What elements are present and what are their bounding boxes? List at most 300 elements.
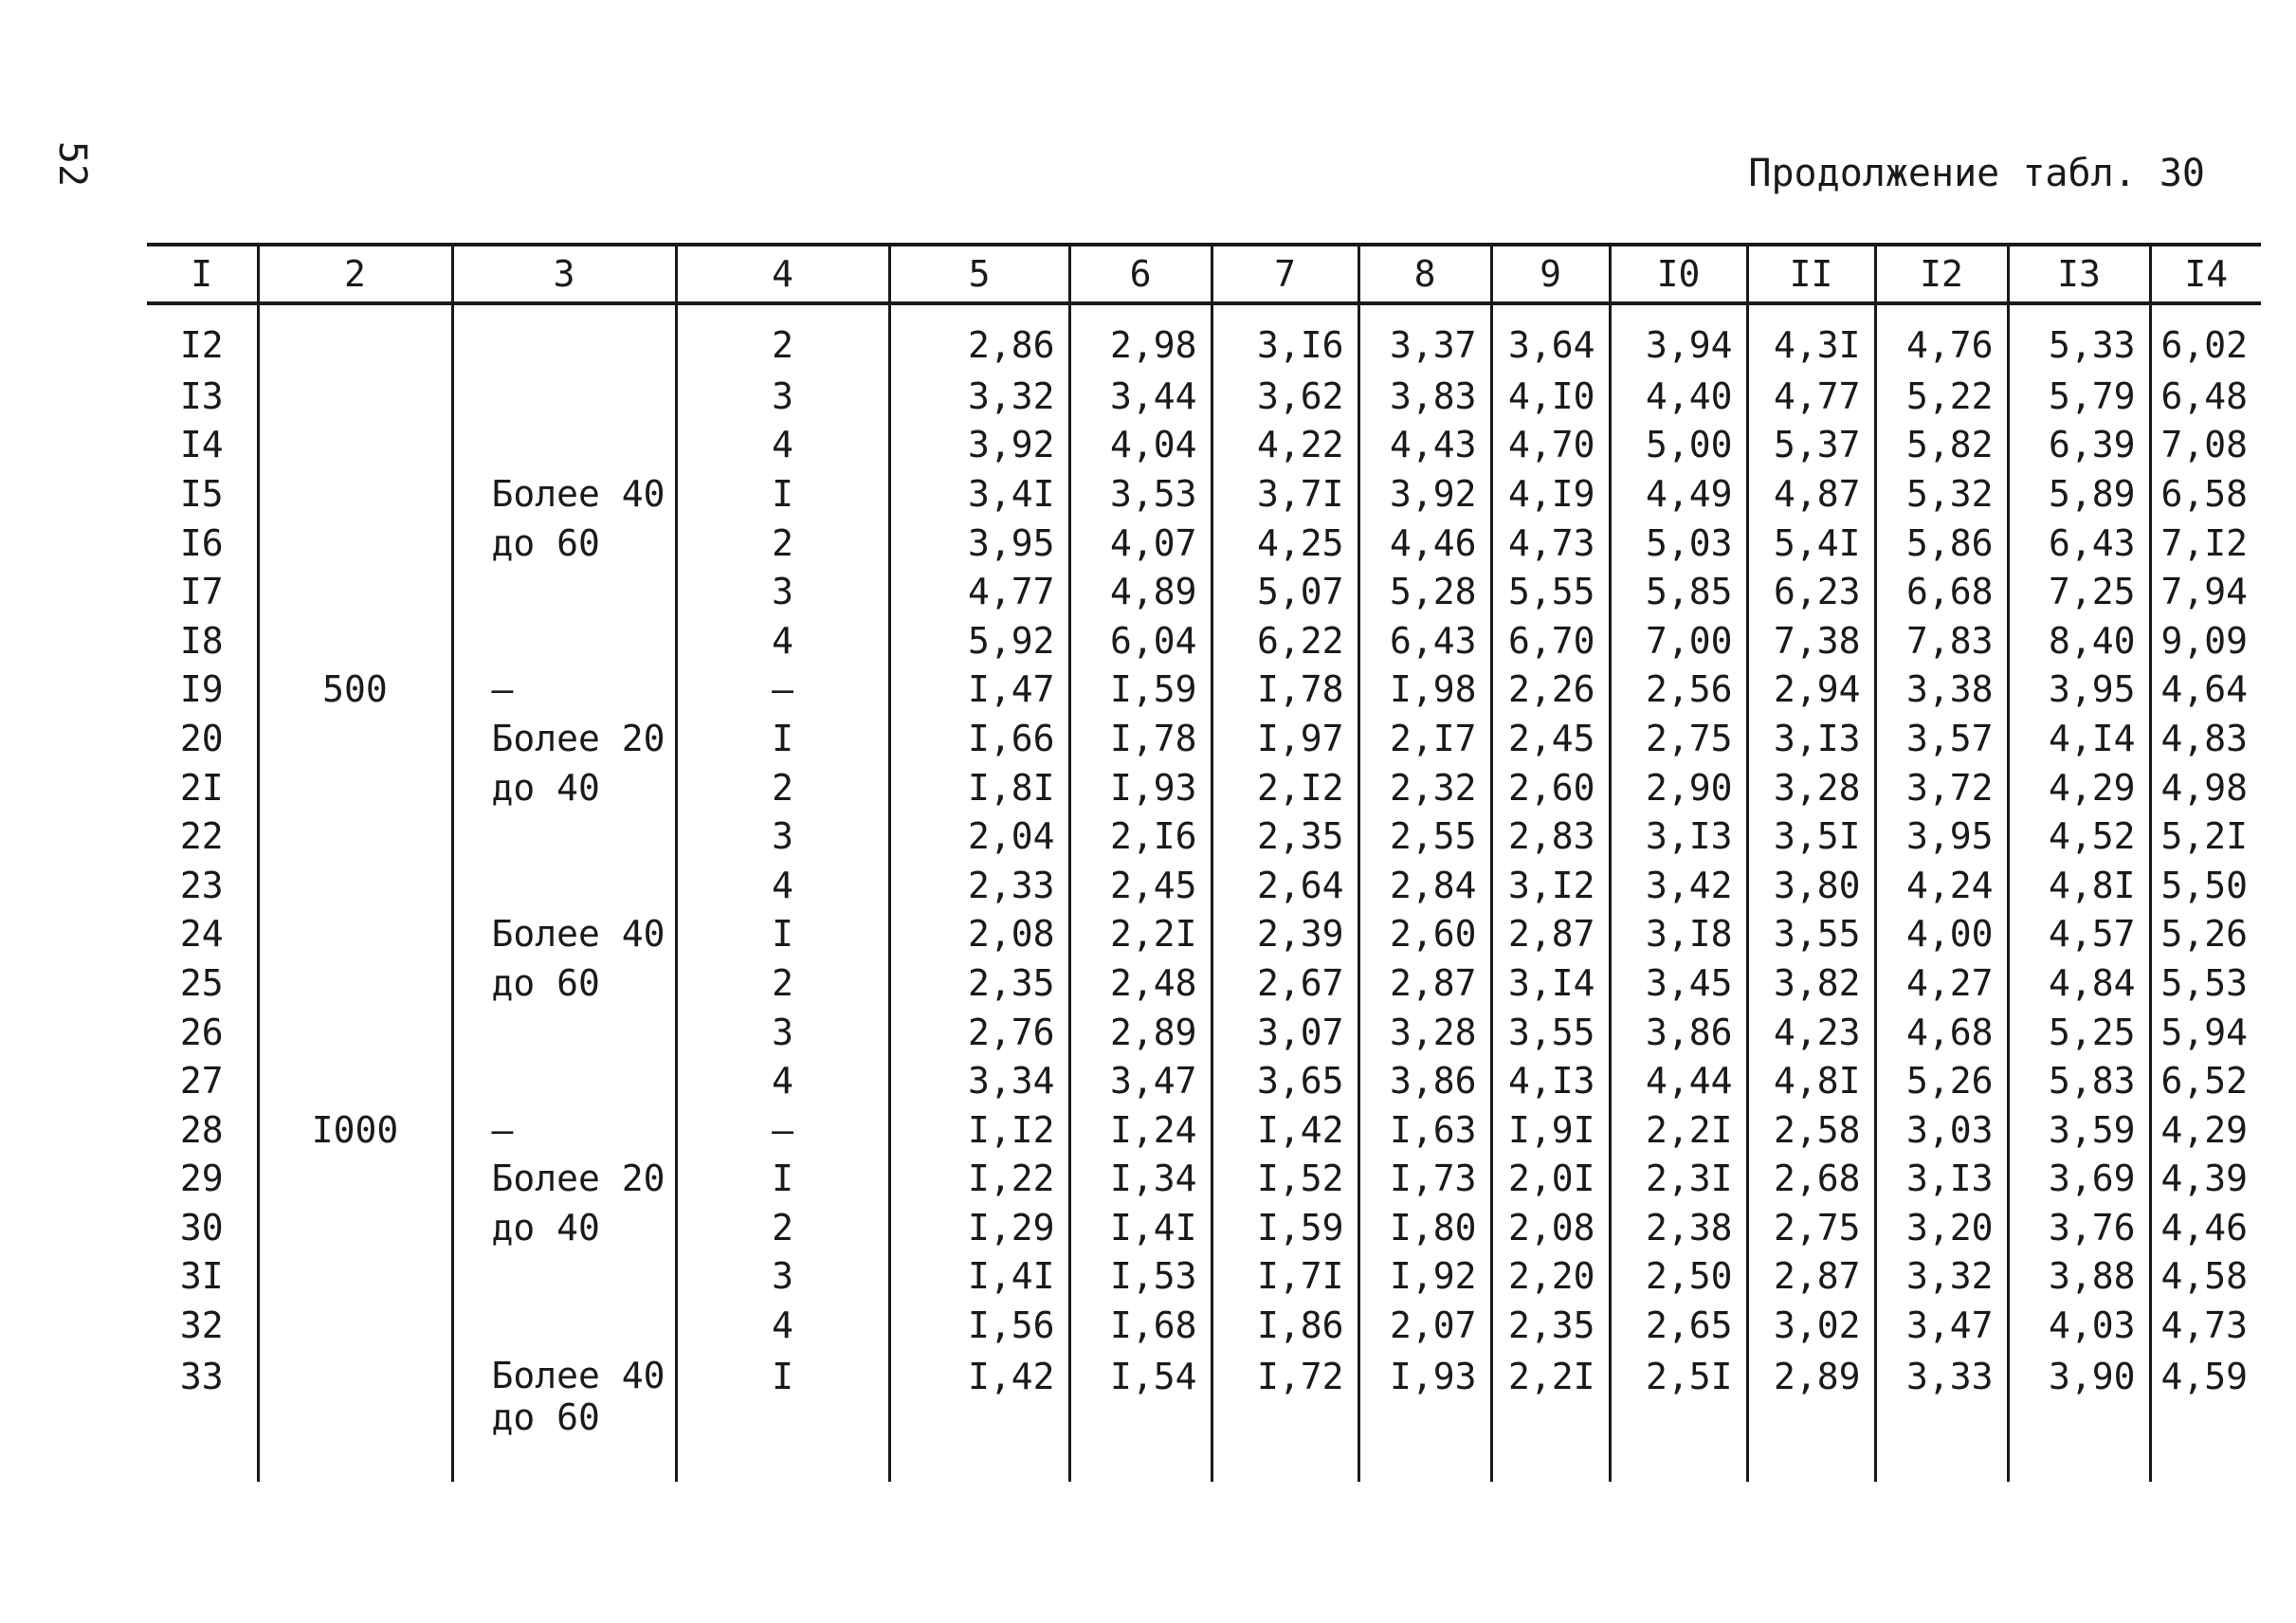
- table-cell: 6,70: [1491, 616, 1610, 666]
- table-cell: 4: [676, 861, 889, 910]
- table-cell: 32: [179, 1304, 224, 1347]
- data-table: [147, 243, 2261, 1482]
- column-header-7: 7: [1212, 245, 1358, 303]
- table-cell: 23: [179, 864, 224, 906]
- table-cell: 2,75: [1747, 1203, 1875, 1252]
- table-cell: 4,8I: [1747, 1056, 1875, 1105]
- table-cell: 3: [676, 1252, 889, 1302]
- table-cell: 3,90: [2008, 1350, 2150, 1482]
- table-cell: 2,76: [889, 1008, 1069, 1057]
- table-cell: –: [452, 1105, 676, 1155]
- table-cell: 4,77: [1747, 372, 1875, 421]
- table-cell: 2,75: [1610, 714, 1747, 763]
- table-cell: 2,35: [1491, 1301, 1610, 1350]
- table-cell: [258, 812, 452, 861]
- table-cell: 6,43: [1358, 616, 1491, 666]
- table-cell: I4: [179, 424, 224, 466]
- table-cell: 4,98: [2150, 763, 2261, 812]
- table-row: [147, 1252, 2261, 1302]
- table-row: [147, 861, 2261, 910]
- table-cell: 5,25: [2008, 1008, 2150, 1057]
- table-caption: Продолжение табл. 30: [1748, 152, 2205, 195]
- table-cell: 3: [676, 372, 889, 421]
- table-cell: I,98: [1358, 666, 1491, 715]
- table-cell: –: [452, 666, 676, 715]
- table-cell: 5,37: [1747, 421, 1875, 470]
- table-cell: [258, 616, 452, 666]
- table-cell: 5,55: [1491, 567, 1610, 616]
- table-cell: 2,35: [1212, 812, 1358, 861]
- table-cell: I,73: [1358, 1155, 1491, 1204]
- table-cell: –: [676, 666, 889, 715]
- table-cell: 2,07: [1358, 1301, 1491, 1350]
- table-cell: 26: [179, 1011, 224, 1053]
- table-cell: 4,I4: [2008, 714, 2150, 763]
- table-cell: 2,0I: [1491, 1155, 1610, 1204]
- table-cell: 3,7I: [1212, 469, 1358, 519]
- table-cell: 2,89: [1069, 1008, 1212, 1057]
- column-header-3: 3: [452, 245, 676, 303]
- table-cell: I,52: [1212, 1155, 1358, 1204]
- table-cell: I,34: [1069, 1155, 1212, 1204]
- table-cell: 5,94: [2150, 1008, 2261, 1057]
- table-cell: 3,I3: [1610, 812, 1747, 861]
- table-cell: [452, 861, 676, 910]
- table-cell: 3,72: [1875, 763, 2008, 812]
- table-cell: 6,39: [2008, 421, 2150, 470]
- table-cell: 2,68: [1747, 1155, 1875, 1204]
- table-cell: 5,92: [889, 616, 1069, 666]
- table-row: [147, 1056, 2261, 1105]
- table-cell: 3,42: [1610, 861, 1747, 910]
- table-cell: [452, 372, 676, 421]
- table-cell: 7,I2: [2150, 519, 2261, 568]
- table-cell: 4,77: [889, 567, 1069, 616]
- table-cell: 5,83: [2008, 1056, 2150, 1105]
- table-cell: 5,79: [2008, 372, 2150, 421]
- table-cell: 3,34: [889, 1056, 1069, 1105]
- table-cell: 2,38: [1610, 1203, 1747, 1252]
- table-cell: 2,04: [889, 812, 1069, 861]
- table-row: [147, 763, 2261, 812]
- table-cell: I6: [179, 521, 224, 564]
- table-cell: I,8I: [889, 763, 1069, 812]
- table-cell: 3,95: [2008, 666, 2150, 715]
- table-cell: 3,64: [1491, 303, 1610, 372]
- table-cell: 4,I9: [1491, 469, 1610, 519]
- table-cell: 4,89: [1069, 567, 1212, 616]
- table-cell: 6,04: [1069, 616, 1212, 666]
- table-cell: 4,84: [2008, 958, 2150, 1008]
- table-cell: [452, 1252, 676, 1302]
- table-cell: 5,07: [1212, 567, 1358, 616]
- column-header-12: I2: [1875, 245, 2008, 303]
- table-cell: 2,67: [1212, 958, 1358, 1008]
- table-cell: Более 20: [452, 1155, 676, 1204]
- table-cell: 2,2I: [1491, 1350, 1610, 1482]
- table-cell: 27: [179, 1060, 224, 1103]
- table-row: [147, 469, 2261, 519]
- column-header-13: I3: [2008, 245, 2150, 303]
- table-cell: 3,82: [1747, 958, 1875, 1008]
- table-cell: 2,2I: [1610, 1105, 1747, 1155]
- table-cell: 3,62: [1212, 372, 1358, 421]
- table-cell: I,53: [1069, 1252, 1212, 1302]
- table-cell: 3,65: [1212, 1056, 1358, 1105]
- table-cell: I,78: [1069, 714, 1212, 763]
- table-cell: 3,32: [889, 372, 1069, 421]
- table-cell: 3,02: [1747, 1301, 1875, 1350]
- table-cell: 4,3I: [1747, 303, 1875, 372]
- table-cell: 3,80: [1747, 861, 1875, 910]
- page-number: 52: [50, 140, 95, 188]
- column-header-8: 8: [1358, 245, 1491, 303]
- table-cell: I,97: [1212, 714, 1358, 763]
- table-row: [147, 567, 2261, 616]
- column-header-2: 2: [258, 245, 452, 303]
- table-cell: 2,87: [1358, 958, 1491, 1008]
- table-cell: 2,20: [1491, 1252, 1610, 1302]
- table-cell: 2,55: [1358, 812, 1491, 861]
- table-cell: 6,23: [1747, 567, 1875, 616]
- table-cell: 4,23: [1747, 1008, 1875, 1057]
- table-cell: 7,08: [2150, 421, 2261, 470]
- table-cell: 3,53: [1069, 469, 1212, 519]
- table-cell: I,47: [889, 666, 1069, 715]
- table-cell: [452, 1056, 676, 1105]
- table-cell: 3: [676, 1008, 889, 1057]
- table-cell: I,24: [1069, 1105, 1212, 1155]
- table-cell: 3,38: [1875, 666, 2008, 715]
- table-cell: 4,73: [2150, 1301, 2261, 1350]
- table-row: [147, 616, 2261, 666]
- table-row: [147, 303, 2261, 372]
- table-cell: 3,59: [2008, 1105, 2150, 1155]
- table-cell: 4: [676, 1301, 889, 1350]
- table-cell: 3,I3: [1875, 1155, 2008, 1204]
- table-cell: 4,57: [2008, 910, 2150, 959]
- table-cell: 4,I3: [1491, 1056, 1610, 1105]
- table-cell: I,I2: [889, 1105, 1069, 1155]
- table-cell: 3,86: [1610, 1008, 1747, 1057]
- table-cell: 2,87: [1491, 910, 1610, 959]
- table-cell: [258, 303, 452, 372]
- table-cell: –: [676, 1105, 889, 1155]
- table-cell: [258, 910, 452, 959]
- table-cell: 2,86: [889, 303, 1069, 372]
- table-cell: Более 40: [452, 910, 676, 959]
- table-cell: 5,2I: [2150, 812, 2261, 861]
- table-cell: 4,24: [1875, 861, 2008, 910]
- table-cell: 3,95: [1875, 812, 2008, 861]
- table-cell: 4: [676, 421, 889, 470]
- table-cell: [258, 1155, 452, 1204]
- table-cell: 5,4I: [1747, 519, 1875, 568]
- table-cell: 4,87: [1747, 469, 1875, 519]
- table-cell: 3,4I: [889, 469, 1069, 519]
- table-cell: 4,8I: [2008, 861, 2150, 910]
- table-cell: 6,43: [2008, 519, 2150, 568]
- table-cell: 3: [676, 567, 889, 616]
- table-cell: 3,55: [1747, 910, 1875, 959]
- table-cell: [452, 567, 676, 616]
- table-cell: 4,27: [1875, 958, 2008, 1008]
- table-cell: 2: [676, 519, 889, 568]
- table-cell: 2: [676, 1203, 889, 1252]
- table-row: [147, 958, 2261, 1008]
- table-cell: 4,29: [2008, 763, 2150, 812]
- table-cell: 3,88: [2008, 1252, 2150, 1302]
- table-cell: I,72: [1212, 1350, 1358, 1482]
- table-cell: [258, 1056, 452, 1105]
- table-cell: 22: [179, 815, 224, 858]
- table-cell: I,54: [1069, 1350, 1212, 1482]
- table-cell: 3,07: [1212, 1008, 1358, 1057]
- table-cell: 2,87: [1747, 1252, 1875, 1302]
- table-cell: [258, 958, 452, 1008]
- table-cell: 3,03: [1875, 1105, 2008, 1155]
- table-cell: 2,83: [1491, 812, 1610, 861]
- table-row: [147, 666, 2261, 715]
- table-cell: [452, 616, 676, 666]
- table-cell: [258, 861, 452, 910]
- table-row: [147, 519, 2261, 568]
- table-cell: 28: [179, 1108, 224, 1151]
- table-cell: 2,60: [1358, 910, 1491, 959]
- table-cell: 7,38: [1747, 616, 1875, 666]
- table-cell: [258, 714, 452, 763]
- table-cell: 2,94: [1747, 666, 1875, 715]
- table-cell: 6,68: [1875, 567, 2008, 616]
- table-cell: 3,I8: [1610, 910, 1747, 959]
- table-cell: I,29: [889, 1203, 1069, 1252]
- table-row: [147, 421, 2261, 470]
- table-cell: 2,08: [1491, 1203, 1610, 1252]
- table-cell: I8: [179, 619, 224, 662]
- table-cell: 2,08: [889, 910, 1069, 959]
- table-cell: 7,00: [1610, 616, 1747, 666]
- table-cell: 4,46: [1358, 519, 1491, 568]
- table-cell: 5,00: [1610, 421, 1747, 470]
- table-cell: [258, 1252, 452, 1302]
- table-cell: 25: [179, 961, 224, 1004]
- table-cell: 8,40: [2008, 616, 2150, 666]
- table-cell: I,66: [889, 714, 1069, 763]
- table-cell: 3,20: [1875, 1203, 2008, 1252]
- column-header-5: 5: [889, 245, 1069, 303]
- table-cell: I,59: [1212, 1203, 1358, 1252]
- table-cell: 3,95: [889, 519, 1069, 568]
- table-cell: 2,I2: [1212, 763, 1358, 812]
- table-cell: 5,50: [2150, 861, 2261, 910]
- table-cell: 3,I3: [1747, 714, 1875, 763]
- table-cell: 4,58: [2150, 1252, 2261, 1302]
- table-cell: 5,33: [2008, 303, 2150, 372]
- table-cell: 33: [179, 1355, 224, 1397]
- table-cell: [258, 519, 452, 568]
- table-cell: 5,86: [1875, 519, 2008, 568]
- table-cell: 2,84: [1358, 861, 1491, 910]
- table-cell: I,86: [1212, 1301, 1358, 1350]
- table-cell: 3,28: [1747, 763, 1875, 812]
- table-cell: Более 20: [452, 714, 676, 763]
- table-cell: 2,5I: [1610, 1350, 1747, 1482]
- table-cell: 5,85: [1610, 567, 1747, 616]
- table-cell: 5,32: [1875, 469, 2008, 519]
- table-cell: 3,55: [1491, 1008, 1610, 1057]
- table-cell: 4,25: [1212, 519, 1358, 568]
- table-cell: 6,52: [2150, 1056, 2261, 1105]
- table-body: [147, 303, 2261, 1482]
- table-cell: 2,45: [1491, 714, 1610, 763]
- table-cell: I: [676, 469, 889, 519]
- table-cell: 2I: [179, 766, 224, 809]
- table-cell: 3,57: [1875, 714, 2008, 763]
- table-cell: [258, 1203, 452, 1252]
- table-cell: [452, 812, 676, 861]
- column-header-14: I4: [2150, 245, 2261, 303]
- table-cell: 4: [676, 616, 889, 666]
- table-cell: 3,37: [1358, 303, 1491, 372]
- table-cell: [258, 1008, 452, 1057]
- table-cell: [258, 763, 452, 812]
- column-header-11: II: [1747, 245, 1875, 303]
- table-cell: 4,59: [2150, 1350, 2261, 1482]
- table-cell: I000: [258, 1105, 452, 1155]
- table-cell: I,78: [1212, 666, 1358, 715]
- column-header-10: I0: [1610, 245, 1747, 303]
- table-cell: 2,26: [1491, 666, 1610, 715]
- table-cell: 7,83: [1875, 616, 2008, 666]
- table-cell: 4,04: [1069, 421, 1212, 470]
- table-cell: 2,89: [1747, 1350, 1875, 1482]
- table-cell: 2,56: [1610, 666, 1747, 715]
- table-cell: 2,48: [1069, 958, 1212, 1008]
- table-cell: I: [676, 910, 889, 959]
- table-cell: 5,89: [2008, 469, 2150, 519]
- table-cell: I: [676, 714, 889, 763]
- table-cell: 4,43: [1358, 421, 1491, 470]
- table-cell: 3,5I: [1747, 812, 1875, 861]
- table-cell: 2: [676, 303, 889, 372]
- table-cell: I,42: [889, 1350, 1069, 1482]
- table-cell: I,9I: [1491, 1105, 1610, 1155]
- table-row: [147, 812, 2261, 861]
- table-cell: 5,26: [2150, 910, 2261, 959]
- table-cell: 4,I0: [1491, 372, 1610, 421]
- table-cell: 2,98: [1069, 303, 1212, 372]
- table-cell: 3,86: [1358, 1056, 1491, 1105]
- table-cell: 3,94: [1610, 303, 1747, 372]
- table-cell: 4: [676, 1056, 889, 1105]
- table-row: [147, 910, 2261, 959]
- table-cell: 4,03: [2008, 1301, 2150, 1350]
- table-cell: 2,65: [1610, 1301, 1747, 1350]
- table-cell: [258, 567, 452, 616]
- table-cell: 5,03: [1610, 519, 1747, 568]
- table-cell: 4,83: [2150, 714, 2261, 763]
- table-cell: 3,45: [1610, 958, 1747, 1008]
- column-header-4: 4: [676, 245, 889, 303]
- table-cell: I,4I: [1069, 1203, 1212, 1252]
- table-cell: 2,90: [1610, 763, 1747, 812]
- table-cell: I,56: [889, 1301, 1069, 1350]
- table-cell: 3,I2: [1491, 861, 1610, 910]
- table-row: [147, 1008, 2261, 1057]
- table-cell: I,59: [1069, 666, 1212, 715]
- table-cell: 4,39: [2150, 1155, 2261, 1204]
- table-cell: 3,47: [1069, 1056, 1212, 1105]
- column-header-6: 6: [1069, 245, 1212, 303]
- table-cell: [258, 469, 452, 519]
- table-row: [147, 1105, 2261, 1155]
- table-cell: 2,60: [1491, 763, 1610, 812]
- table-cell: 5,28: [1358, 567, 1491, 616]
- table-cell: Более 40: [452, 469, 676, 519]
- table-cell: 6,48: [2150, 372, 2261, 421]
- table-cell: 4,46: [2150, 1203, 2261, 1252]
- column-header-9: 9: [1491, 245, 1610, 303]
- table-cell: 4,44: [1610, 1056, 1747, 1105]
- table-cell: 7,94: [2150, 567, 2261, 616]
- table-cell: 2,I6: [1069, 812, 1212, 861]
- table-cell: 2,39: [1212, 910, 1358, 959]
- table-cell: 4,64: [2150, 666, 2261, 715]
- table-cell: I,92: [1358, 1252, 1491, 1302]
- table-cell: 4,70: [1491, 421, 1610, 470]
- table-row: [147, 1203, 2261, 1252]
- table-cell: 500: [258, 666, 452, 715]
- table-cell: [258, 421, 452, 470]
- table-cell: 4,73: [1491, 519, 1610, 568]
- table-row: [147, 1350, 2261, 1482]
- table-cell: 5,26: [1875, 1056, 2008, 1105]
- table-cell: 2,I7: [1358, 714, 1491, 763]
- table-cell: 4,40: [1610, 372, 1747, 421]
- table-cell: 5,82: [1875, 421, 2008, 470]
- table-cell: I: [676, 1155, 889, 1204]
- table-cell: 4,29: [2150, 1105, 2261, 1155]
- table-cell: 2,64: [1212, 861, 1358, 910]
- table-cell: [258, 1350, 452, 1482]
- table-cell: I,93: [1069, 763, 1212, 812]
- table-cell: 3,83: [1358, 372, 1491, 421]
- table-cell: I,63: [1358, 1105, 1491, 1155]
- table-row: [147, 714, 2261, 763]
- table-cell: I,80: [1358, 1203, 1491, 1252]
- table-cell: 3,I4: [1491, 958, 1610, 1008]
- table-cell: 5,22: [1875, 372, 2008, 421]
- table-cell: 6,02: [2150, 303, 2261, 372]
- table-cell: I,42: [1212, 1105, 1358, 1155]
- table-cell: 6,58: [2150, 469, 2261, 519]
- table-cell: [452, 421, 676, 470]
- table-cell: 6,22: [1212, 616, 1358, 666]
- table-cell: 3: [676, 812, 889, 861]
- table-cell: 2,35: [889, 958, 1069, 1008]
- table-cell: 29: [179, 1158, 224, 1200]
- table-cell: I5: [179, 472, 224, 515]
- table-cell: I: [676, 1350, 889, 1482]
- table-cell: 3,92: [889, 421, 1069, 470]
- table-cell: I,22: [889, 1155, 1069, 1204]
- table-cell: 3,33: [1875, 1350, 2008, 1482]
- table-cell: 24: [179, 913, 224, 956]
- table-cell: 30: [179, 1206, 224, 1249]
- table-cell: 2,2I: [1069, 910, 1212, 959]
- table-row: [147, 372, 2261, 421]
- table-cell: 3,32: [1875, 1252, 2008, 1302]
